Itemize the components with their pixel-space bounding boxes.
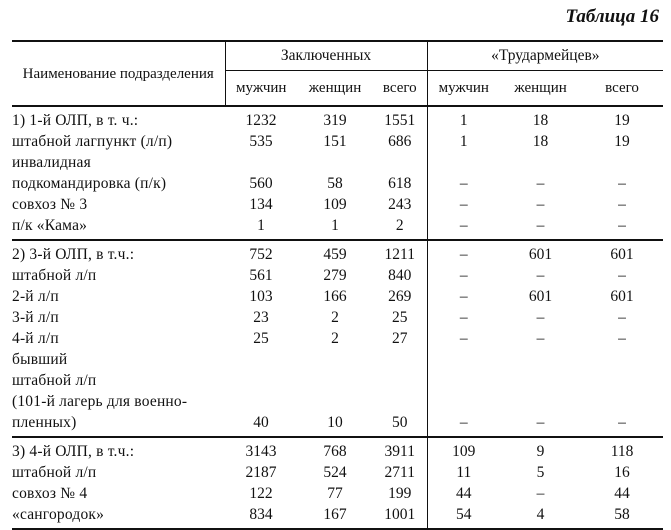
cell-men-prisoners: 103 (249, 288, 273, 305)
cell-total-labor: – (618, 267, 626, 284)
cell-men-prisoners: 752 (225, 240, 297, 265)
cell-men-prisoners: 561 (249, 267, 273, 284)
table-row (12, 349, 663, 370)
cell-total-prisoners: 2711 (373, 462, 427, 483)
cell-men-prisoners: 2187 (245, 464, 277, 481)
table-caption: Таблица 16 (565, 6, 659, 27)
table-row (12, 462, 663, 483)
cell-women-labor: – (536, 175, 545, 192)
cell-men-prisoners: 560 (249, 175, 273, 192)
cell-men-prisoners: 122 (249, 485, 273, 502)
table-row (12, 215, 663, 240)
table-row (12, 370, 663, 391)
cell-men-prisoners: 23 (253, 309, 269, 326)
cell-women-prisoners: 58 (327, 175, 343, 192)
cell-men-labor: – (427, 307, 500, 328)
header-men-labor: мужчин (427, 71, 500, 107)
cell-total-prisoners: 243 (373, 194, 427, 215)
cell-total-labor: 601 (581, 240, 663, 265)
cell-total-labor: 58 (581, 504, 663, 529)
cell-men-labor (427, 370, 500, 391)
row-label: совхоз № 4 (12, 485, 88, 502)
row-label: совхоз № 3 (12, 196, 88, 213)
cell-men-prisoners: 1 (257, 217, 265, 234)
cell-total-prisoners: 199 (373, 483, 427, 504)
cell-total-prisoners (373, 349, 427, 370)
cell-women-prisoners: 10 (327, 414, 343, 431)
cell-women-prisoners: 524 (323, 464, 347, 481)
cell-total-labor: – (618, 196, 626, 213)
row-label: 2) 3-й ОЛП, в т.ч.: (12, 240, 225, 265)
cell-men-labor (427, 391, 500, 412)
cell-men-prisoners: 834 (225, 504, 297, 529)
header-men-prisoners: мужчин (225, 71, 297, 107)
cell-men-labor: 1 (427, 131, 500, 152)
cell-men-labor: – (427, 194, 500, 215)
header-women-labor: женщин (500, 71, 581, 107)
cell-men-prisoners: 25 (253, 330, 269, 347)
cell-total-labor (581, 349, 663, 370)
cell-women-labor: – (536, 217, 545, 234)
cell-women-prisoners: 1 (331, 217, 339, 234)
row-label: бывший (12, 351, 68, 368)
row-label: штабной л/п (12, 464, 97, 481)
table-row (12, 240, 663, 265)
header-total-labor: всего (581, 71, 663, 107)
table-row (12, 328, 663, 349)
cell-total-prisoners: 27 (373, 328, 427, 349)
row-label: пленных) (12, 414, 77, 431)
cell-women-prisoners: 109 (323, 196, 347, 213)
cell-total-prisoners: 1551 (373, 106, 427, 131)
cell-women-labor (500, 349, 581, 370)
table-row (12, 194, 663, 215)
cell-women-labor: 5 (536, 464, 545, 481)
cell-total-prisoners: 25 (373, 307, 427, 328)
cell-total-labor: 16 (614, 464, 630, 481)
row-label: 4-й л/п (12, 330, 59, 347)
table-row (12, 286, 663, 307)
data-table (12, 40, 663, 530)
cell-men-prisoners: 134 (249, 196, 273, 213)
cell-women-labor: – (536, 330, 545, 347)
cell-women-prisoners: 167 (297, 504, 373, 529)
cell-total-prisoners: 2 (373, 215, 427, 240)
cell-total-labor: 19 (581, 106, 663, 131)
cell-men-prisoners: 3143 (225, 437, 297, 462)
cell-women-prisoners: 77 (327, 485, 343, 502)
cell-women-labor (500, 370, 581, 391)
cell-total-prisoners: 840 (373, 265, 427, 286)
cell-total-labor: – (618, 309, 626, 326)
header-group-labor-army: «Трудармейцев» (427, 41, 663, 71)
cell-total-prisoners: 269 (373, 286, 427, 307)
cell-men-labor: – (427, 215, 500, 240)
cell-total-labor: – (618, 217, 626, 234)
row-label: штабной л/п (12, 372, 97, 389)
cell-men-labor (427, 152, 500, 173)
table-row (12, 391, 663, 412)
cell-men-labor: – (427, 328, 500, 349)
cell-men-labor: – (427, 412, 500, 437)
table-row (12, 131, 663, 152)
row-label: подкомандировка (п/к) (12, 175, 167, 192)
cell-women-prisoners: 279 (323, 267, 347, 284)
cell-total-labor: – (618, 414, 626, 431)
row-label: «сангородок» (12, 504, 225, 529)
cell-men-labor: – (427, 286, 500, 307)
row-label: п/к «Кама» (12, 217, 88, 234)
cell-total-prisoners: 618 (373, 173, 427, 194)
cell-total-labor: 601 (610, 288, 634, 305)
cell-total-prisoners (373, 370, 427, 391)
cell-men-labor (427, 349, 500, 370)
cell-men-prisoners: 40 (253, 414, 269, 431)
cell-women-labor: 9 (500, 437, 581, 462)
cell-women-labor: 4 (500, 504, 581, 529)
cell-women-prisoners (297, 152, 373, 173)
cell-women-labor: – (536, 309, 545, 326)
cell-women-prisoners: 166 (323, 288, 347, 305)
cell-men-prisoners (225, 152, 297, 173)
cell-total-prisoners: 3911 (373, 437, 427, 462)
table-row (12, 437, 663, 462)
cell-women-labor: 601 (528, 288, 553, 305)
cell-women-labor: – (536, 485, 545, 502)
row-label: штабной лагпункт (л/п) (12, 133, 173, 150)
header-women-prisoners: женщин (297, 71, 373, 107)
cell-men-labor: 54 (427, 504, 500, 529)
row-label: 2-й л/п (12, 288, 59, 305)
cell-women-prisoners: 151 (323, 133, 347, 150)
table-row (12, 152, 663, 173)
cell-men-labor: 11 (427, 462, 500, 483)
cell-women-labor: – (536, 196, 545, 213)
cell-women-prisoners (297, 370, 373, 391)
cell-women-prisoners: 2 (331, 309, 339, 326)
header-name: Наименование подразделения (12, 41, 225, 106)
cell-women-prisoners: 768 (297, 437, 373, 462)
cell-men-prisoners (225, 391, 297, 412)
header-group-prisoners: Заключенных (225, 41, 427, 71)
cell-women-labor (500, 391, 581, 412)
cell-women-labor: – (536, 414, 545, 431)
header-total-prisoners: всего (373, 71, 427, 107)
table-row (12, 307, 663, 328)
cell-total-prisoners: 686 (373, 131, 427, 152)
cell-total-labor (581, 391, 663, 412)
cell-total-labor (581, 152, 663, 173)
table-body (12, 106, 663, 529)
cell-men-labor: – (427, 173, 500, 194)
cell-total-prisoners: 1211 (373, 240, 427, 265)
cell-total-prisoners: 1001 (373, 504, 427, 529)
cell-total-labor: 118 (581, 437, 663, 462)
table-row (12, 504, 663, 529)
table-row (12, 106, 663, 131)
cell-total-prisoners (373, 152, 427, 173)
cell-women-prisoners: 319 (297, 106, 373, 131)
row-label: инвалидная (12, 154, 91, 171)
cell-men-labor: 109 (427, 437, 500, 462)
cell-total-labor: 44 (614, 485, 630, 502)
row-label: (101-й лагерь для военно- (12, 393, 188, 410)
cell-total-prisoners: 50 (373, 412, 427, 437)
cell-women-labor: 601 (500, 240, 581, 265)
cell-women-prisoners: 2 (331, 330, 339, 347)
cell-men-prisoners (225, 349, 297, 370)
table-row (12, 173, 663, 194)
row-label: 3) 4-й ОЛП, в т.ч.: (12, 437, 225, 462)
cell-men-labor: – (427, 240, 500, 265)
cell-women-prisoners (297, 349, 373, 370)
cell-women-labor: 18 (500, 106, 581, 131)
cell-men-prisoners: 535 (249, 133, 273, 150)
cell-women-labor: – (536, 267, 545, 284)
table-row (12, 412, 663, 437)
cell-women-labor: 18 (532, 133, 549, 150)
cell-men-labor: 1 (427, 106, 500, 131)
cell-men-prisoners: 1232 (225, 106, 297, 131)
cell-total-prisoners (373, 391, 427, 412)
cell-total-labor (581, 370, 663, 391)
table-row (12, 265, 663, 286)
cell-women-prisoners (297, 391, 373, 412)
row-label: 1) 1-й ОЛП, в т. ч.: (12, 106, 225, 131)
cell-total-labor: 19 (614, 133, 630, 150)
cell-women-prisoners: 459 (297, 240, 373, 265)
cell-total-labor: – (618, 175, 626, 192)
cell-men-prisoners (225, 370, 297, 391)
cell-men-labor: – (427, 265, 500, 286)
row-label: 3-й л/п (12, 309, 59, 326)
cell-total-labor: – (618, 330, 626, 347)
table-row (12, 483, 663, 504)
cell-women-labor (500, 152, 581, 173)
cell-men-labor: 44 (427, 483, 500, 504)
row-label: штабной л/п (12, 267, 97, 284)
